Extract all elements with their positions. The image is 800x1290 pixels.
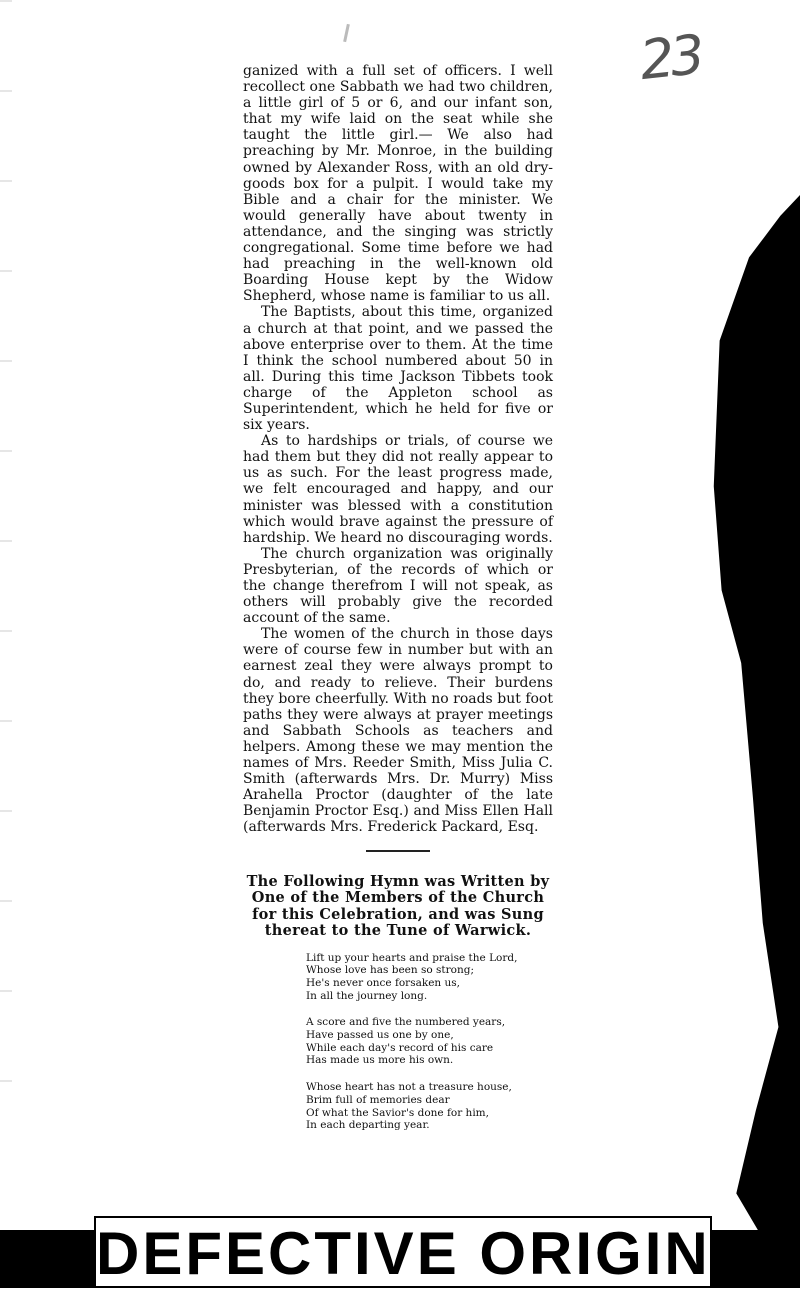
hymn-line: Has made us more his own. [306,1054,454,1067]
hymn-line: Have passed us one by one, [306,1029,454,1042]
hymn-line: While each day's record of his care [306,1041,494,1054]
hymn-stanza [306,1081,553,1132]
hymn-line: In each departing year. [306,1119,430,1132]
handwritten-page-number: 23 [636,22,704,93]
article-paragraph: The women of the church in those days were of course few in number but with an earnest zeal they were always prompt to do, and ready to relieve. Their burdens they bore cheerfully. With no roads but foot paths they were always at prayer meetings and Sabbath Schools as teachers and helpers. Among these we may mention the names of Mrs. Reeder Smith, Miss Julia C. Smith (afterwards Mrs. Dr. Murry) Miss Arahella Proctor (daughter of the late Benjamin Proctor Esq.) and Miss Ellen Hall (afterwards Mrs. Frederick Packard, Esq. [243,626,553,836]
hymn-line: Of what the Savior's done for him, [306,1106,489,1119]
article-paragraph: ganized with a full set of officers. I well recollect one Sabbath we had two children, a little girl of 5 or 6, and our infant son, that my wife laid on the seat while she taught the little girl.— We also had preaching by Mr. Monroe, in the building owned by Alexander Ross, with an old dry-goods box for a pulpit. I would take my Bible and a chair for the minister. We would generally have about twenty in attendance, and the singing was strictly congregational. Some time before we had had preaching in the well-known old Boarding House kept by the Widow Shepherd, whose name is familiar to us all. [243,63,553,305]
article-paragraph: The church organization was originally Presbyterian, of the records of which or the change therefrom I will not speak, as others will probably give the recorded account of the same. [243,545,553,627]
hymn-line: A score and five the numbered years, [306,1016,506,1029]
defective-original-banner: DEFECTIVE ORIGINAL [94,1216,712,1288]
hymn-stanza [306,1016,553,1067]
scan-dark-edge [702,195,800,1235]
hymn-line: Whose love has been so strong; [306,964,474,977]
article-paragraph: The Baptists, about this time, organized a church at that point, and we passed the above enterprise over to them. At the time I think the school numbered about 50 in all. During this time Jackson Tibbets took charge of the Appleton school as Superintendent, which he held for five or six years. [243,304,553,434]
scan-mark [343,24,350,42]
hymn-stanza [306,952,553,1003]
hymn-line: He's never once forsaken us, [306,976,461,989]
scan-edge-specks [0,0,12,1150]
hymn-line: Lift up your hearts and praise the Lord, [306,951,518,964]
section-divider [366,850,430,852]
hymn-verses [306,952,553,1132]
hymn-line: Whose heart has not a treasure house, [306,1081,512,1094]
article-paragraph: As to hardships or trials, of course we had them but they did not really appear to us as such. For the least progress made, we felt encouraged and happy, and our minister was blessed with a constitution which would brave against the pressure of hardship. We heard no discouraging words. [243,433,553,546]
hymn-line: In all the journey long. [306,989,428,1002]
newspaper-column [243,63,553,1146]
hymn-line: Brim full of memories dear [306,1093,450,1106]
hymn-heading: The Following Hymn was Written by One of the Members of the Church for this Celebration, and was Sung thereat to the Tune of Warwick. [246,872,550,939]
